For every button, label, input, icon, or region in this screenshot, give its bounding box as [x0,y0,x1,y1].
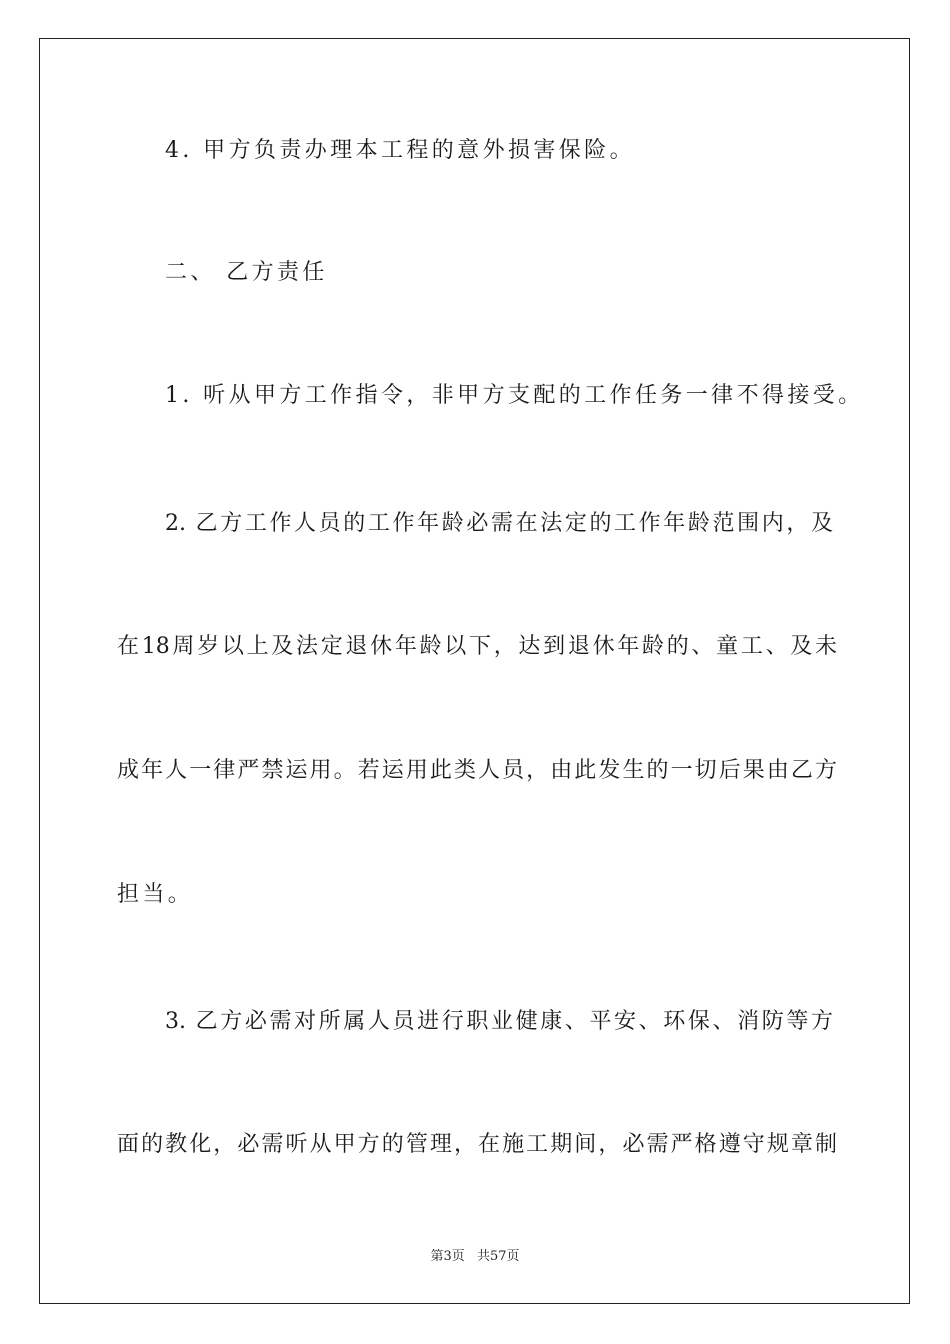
page-border [39,38,910,1304]
clause-4-line: 4. 甲方负责办理本工程的意外损害保险。 [165,138,635,163]
clause-2-line-2: 在18周岁以上及法定退休年龄以下，达到退休年龄的、童工、及未 [117,634,837,659]
clause-2-line-4: 担当。 [117,882,194,907]
section-heading-party-b: 二、 乙方责任 [165,260,328,285]
page-footer [0,1248,950,1266]
current-page-label: 第3页 [430,1249,465,1264]
total-pages-label: 共57页 [476,1249,520,1264]
clause-2-line-3: 成年人一律严禁运用。若运用此类人员，由此发生的一切后果由乙方 [117,758,837,783]
clause-3-line-1: 3. 乙方必需对所属人员进行职业健康、平安、环保、消防等方 [165,1009,833,1034]
clause-3-line-2: 面的教化，必需听从甲方的管理，在施工期间，必需严格遵守规章制 [117,1132,837,1157]
clause-2-line-1: 2. 乙方工作人员的工作年龄必需在法定的工作年龄范围内，及 [165,511,833,536]
clause-1-line: 1. 听从甲方工作指令，非甲方支配的工作任务一律不得接受。 [165,383,864,408]
